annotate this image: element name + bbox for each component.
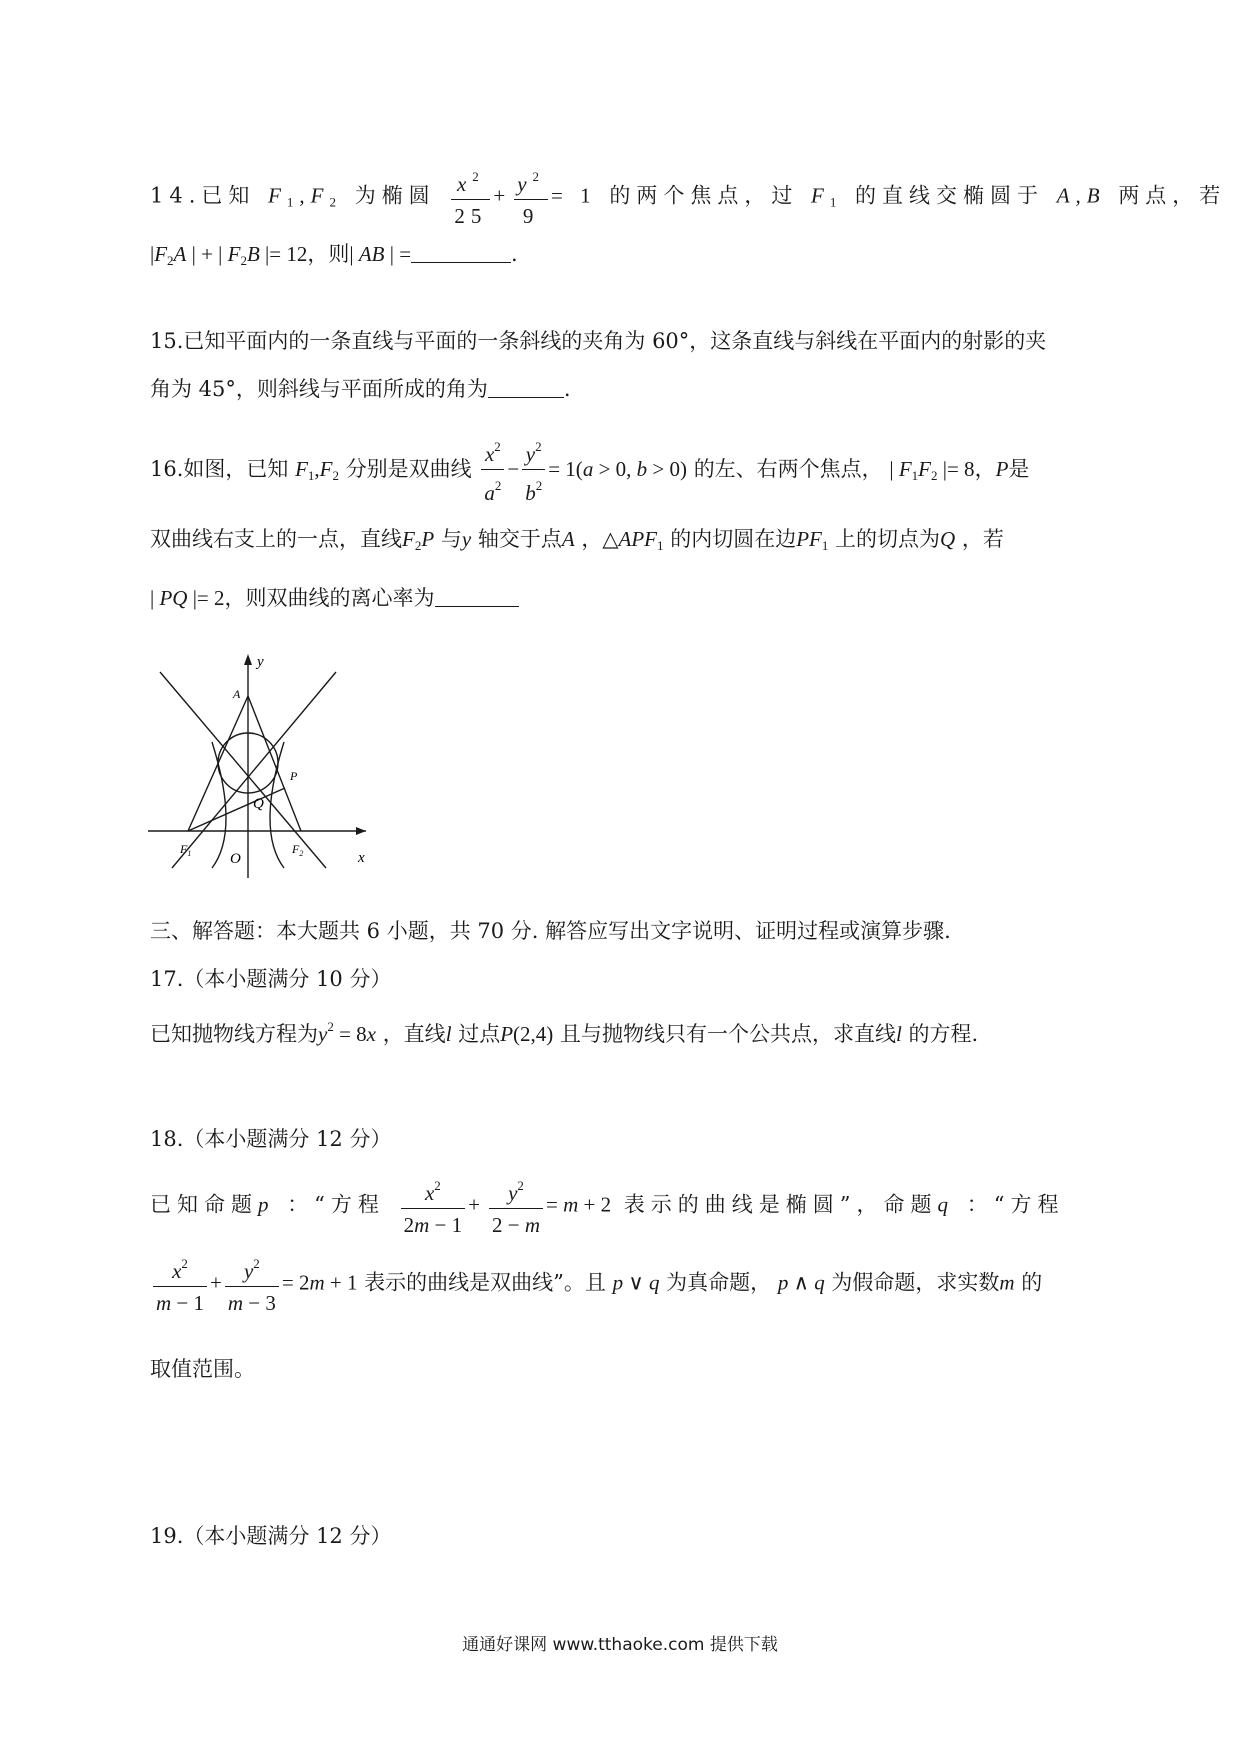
label-A: A xyxy=(233,687,241,701)
question-18-line-1: 已知命题p ：“方程 $\frac{x^2}{2m - 1}$ + $\frac{y^2}{2 - m}$ = m + 2 表示的曲线是椭圆”，命题q ：“方程 xyxy=(150,1171,1064,1241)
question-19-header: 19.（本小题满分 12 分） xyxy=(150,1524,392,1548)
question-17-header: 17.（本小题满分 10 分） xyxy=(150,967,392,991)
page-footer: 通通好课网 www.tthaoke.com 提供下载 xyxy=(462,1635,778,1655)
answer-blank-15 xyxy=(488,379,564,398)
question-14-line-2: $|F_2A$ | + | $F_2B$ |= 12，则| AB | = . xyxy=(150,242,518,268)
question-15-line-1: 15.已知平面内的一条直线与平面的一条斜线的夹角为 60°，这条直线与斜线在平面内的射影的夹 xyxy=(150,329,1047,353)
ellipse-eq-x-fraction: $\frac{x^2}{25}$ xyxy=(451,162,490,232)
q-eq-y-fraction: $\frac{y^2}{m - 3}$ xyxy=(225,1249,279,1319)
label-O: O xyxy=(230,851,241,867)
label-x: x xyxy=(358,850,365,866)
label-y: y xyxy=(257,654,264,670)
asymptote-2 xyxy=(172,672,336,868)
answer-blank-16 xyxy=(435,588,519,607)
question-16-line-2: 双曲线右支上的一点，直线$F_2P$ 与y 轴交于点A ，$\triangle APF_1$ 的内切圆在边$PF_1$ 上的切点为Q ，若 xyxy=(150,527,1004,553)
q-eq-x-fraction: $\frac{x^2}{m - 1}$ xyxy=(153,1249,207,1319)
asymptote-1 xyxy=(160,672,326,868)
question-18-header: 18.（本小题满分 12 分） xyxy=(150,1127,392,1151)
ellipse-eq-y-fraction: $\frac{y^2}{9}$ xyxy=(514,162,548,232)
p-eq-x-fraction: $\frac{x^2}{2m - 1}$ xyxy=(401,1171,466,1241)
hyperbola-figure xyxy=(140,650,400,895)
question-18-line-2: $\frac{x^2}{m - 1}$ + $\frac{y^2}{m - 3}$ = 2m + 1 表示的曲线是双曲线”。且 p ∨ q 为真命题， p ∧ q 为假命题，求实数m 的 xyxy=(150,1249,1042,1319)
question-16-line-1: 16.如图，已知 $F_1,F_2$ 分别是双曲线 $\frac{x^2}{a^2}$ − $\frac{y^2}{b^2}$ = 1(a > 0, b > 0) 的左、右两个焦点， | $F_1F_2$ |= 8，P是 xyxy=(150,432,1029,509)
label-P: P xyxy=(290,769,298,783)
hyperbola-x-fraction: $\frac{x^2}{a^2}$ xyxy=(481,432,504,509)
answer-blank-14 xyxy=(411,244,511,263)
question-14-line-1: 14.已知 $F_1,F_2$ 为椭圆 $\frac{x^2}{25}$ + $\frac{y^2}{9}$ = 1 的两个焦点，过 $F_1$ 的直线交椭圆于 A,B 两点，若 xyxy=(150,162,1226,232)
question-17-body: 已知抛物线方程为$y^2 = 8x$ ，直线l 过点P(2,4) 且与抛物线只有一个公共点，求直线l 的方程. xyxy=(150,1019,979,1046)
question-16-line-3: | PQ |= 2，则双曲线的离心率为 xyxy=(150,582,519,612)
hyperbola-y-fraction: $\frac{y^2}{b^2}$ xyxy=(522,432,545,509)
question-18-line-3: 取值范围。 xyxy=(150,1357,255,1381)
p-eq-y-fraction: $\frac{y^2}{2 - m}$ xyxy=(489,1171,543,1241)
x-axis-arrow xyxy=(356,827,366,835)
label-F2: $F_2$ xyxy=(292,842,304,858)
y-axis-arrow xyxy=(244,654,252,665)
label-F1: $F_1$ xyxy=(180,842,192,858)
question-15-line-2: 角为 45°，则斜线与平面所成的角为 . xyxy=(150,377,571,401)
label-Q: Q xyxy=(253,796,264,812)
